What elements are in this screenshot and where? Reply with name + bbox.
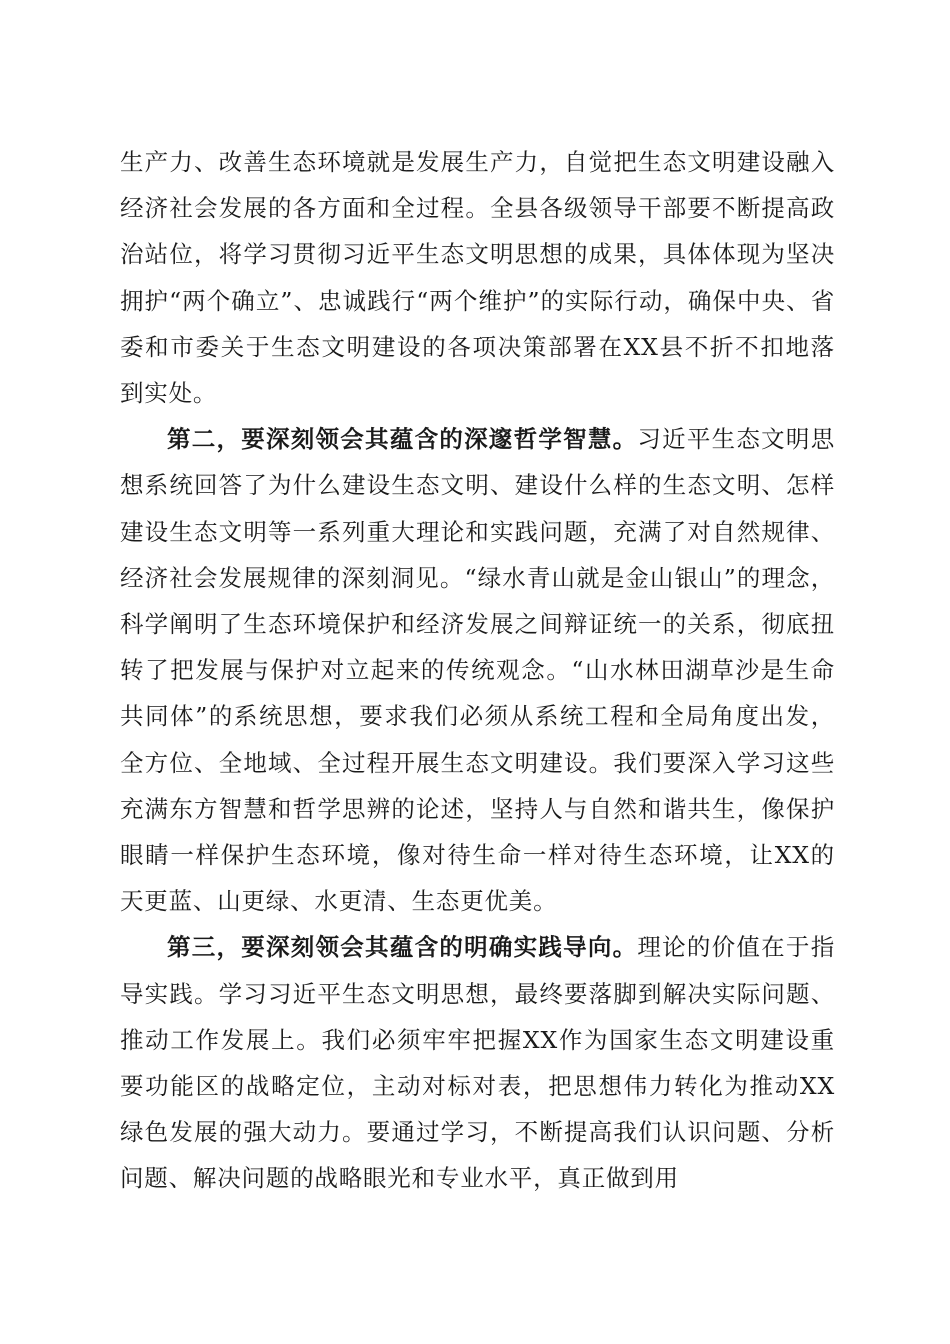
paragraph-third-point bbox=[120, 924, 835, 1201]
paragraph-text: 理论的价值在于指导实践。学习习近平生态文明思想，最终要落脚到解决实际问题、推动工作发展上。我们必须牢牢把握XX作为国家生态文明建设重要功能区的战略定位，主动对标对表，把思想伟力转化为推动XX绿色发展的强大动力。要通过学习，不断提高我们认识问题、分析问题、解决问题的战略眼光和专业水平，真正做到用 bbox=[120, 933, 835, 1193]
document-body bbox=[120, 139, 835, 1202]
paragraph-text: 生产力、改善生态环境就是发展生产力，自觉把生态文明建设融入经济社会发展的各方面和全过程。全县各级领导干部要不断提高政治站位，将学习贯彻习近平生态文明思想的成果，具体体现为坚决拥护“两个确立”、忠诚践行“两个维护”的实际行动，确保中央、省委和市委关于生态文明建设的各项决策部署在XX县不折不扣地落到实处。 bbox=[120, 148, 835, 408]
paragraph-lead-heading: 第三，要深刻领会其蕴含的明确实践导向。 bbox=[167, 933, 638, 962]
paragraph-text: 习近平生态文明思想系统回答了为什么建设生态文明、建设什么样的生态文明、怎样建设生态文明等一系列重大理论和实践问题，充满了对自然规律、经济社会发展规律的深刻洞见。“绿水青山就是金山银山”的理念，科学阐明了生态环境保护和经济发展之间辩证统一的关系，彻底扭转了把发展与保护对立起来的传统观念。“山水林田湖草沙是生命共同体”的系统思想，要求我们必须从系统工程和全局角度出发，全方位、全地域、全过程开展生态文明建设。我们要深入学习这些充满东方智慧和哲学思辨的论述，坚持人与自然和谐共生，像保护眼睛一样保护生态环境，像对待生命一样对待生态环境，让XX的天更蓝、山更绿、水更清、生态更优美。 bbox=[120, 425, 835, 916]
paragraph-lead-heading: 第二，要深刻领会其蕴含的深邃哲学智慧。 bbox=[167, 425, 638, 454]
paragraph-continuation bbox=[120, 139, 835, 416]
paragraph-second-point bbox=[120, 416, 835, 924]
